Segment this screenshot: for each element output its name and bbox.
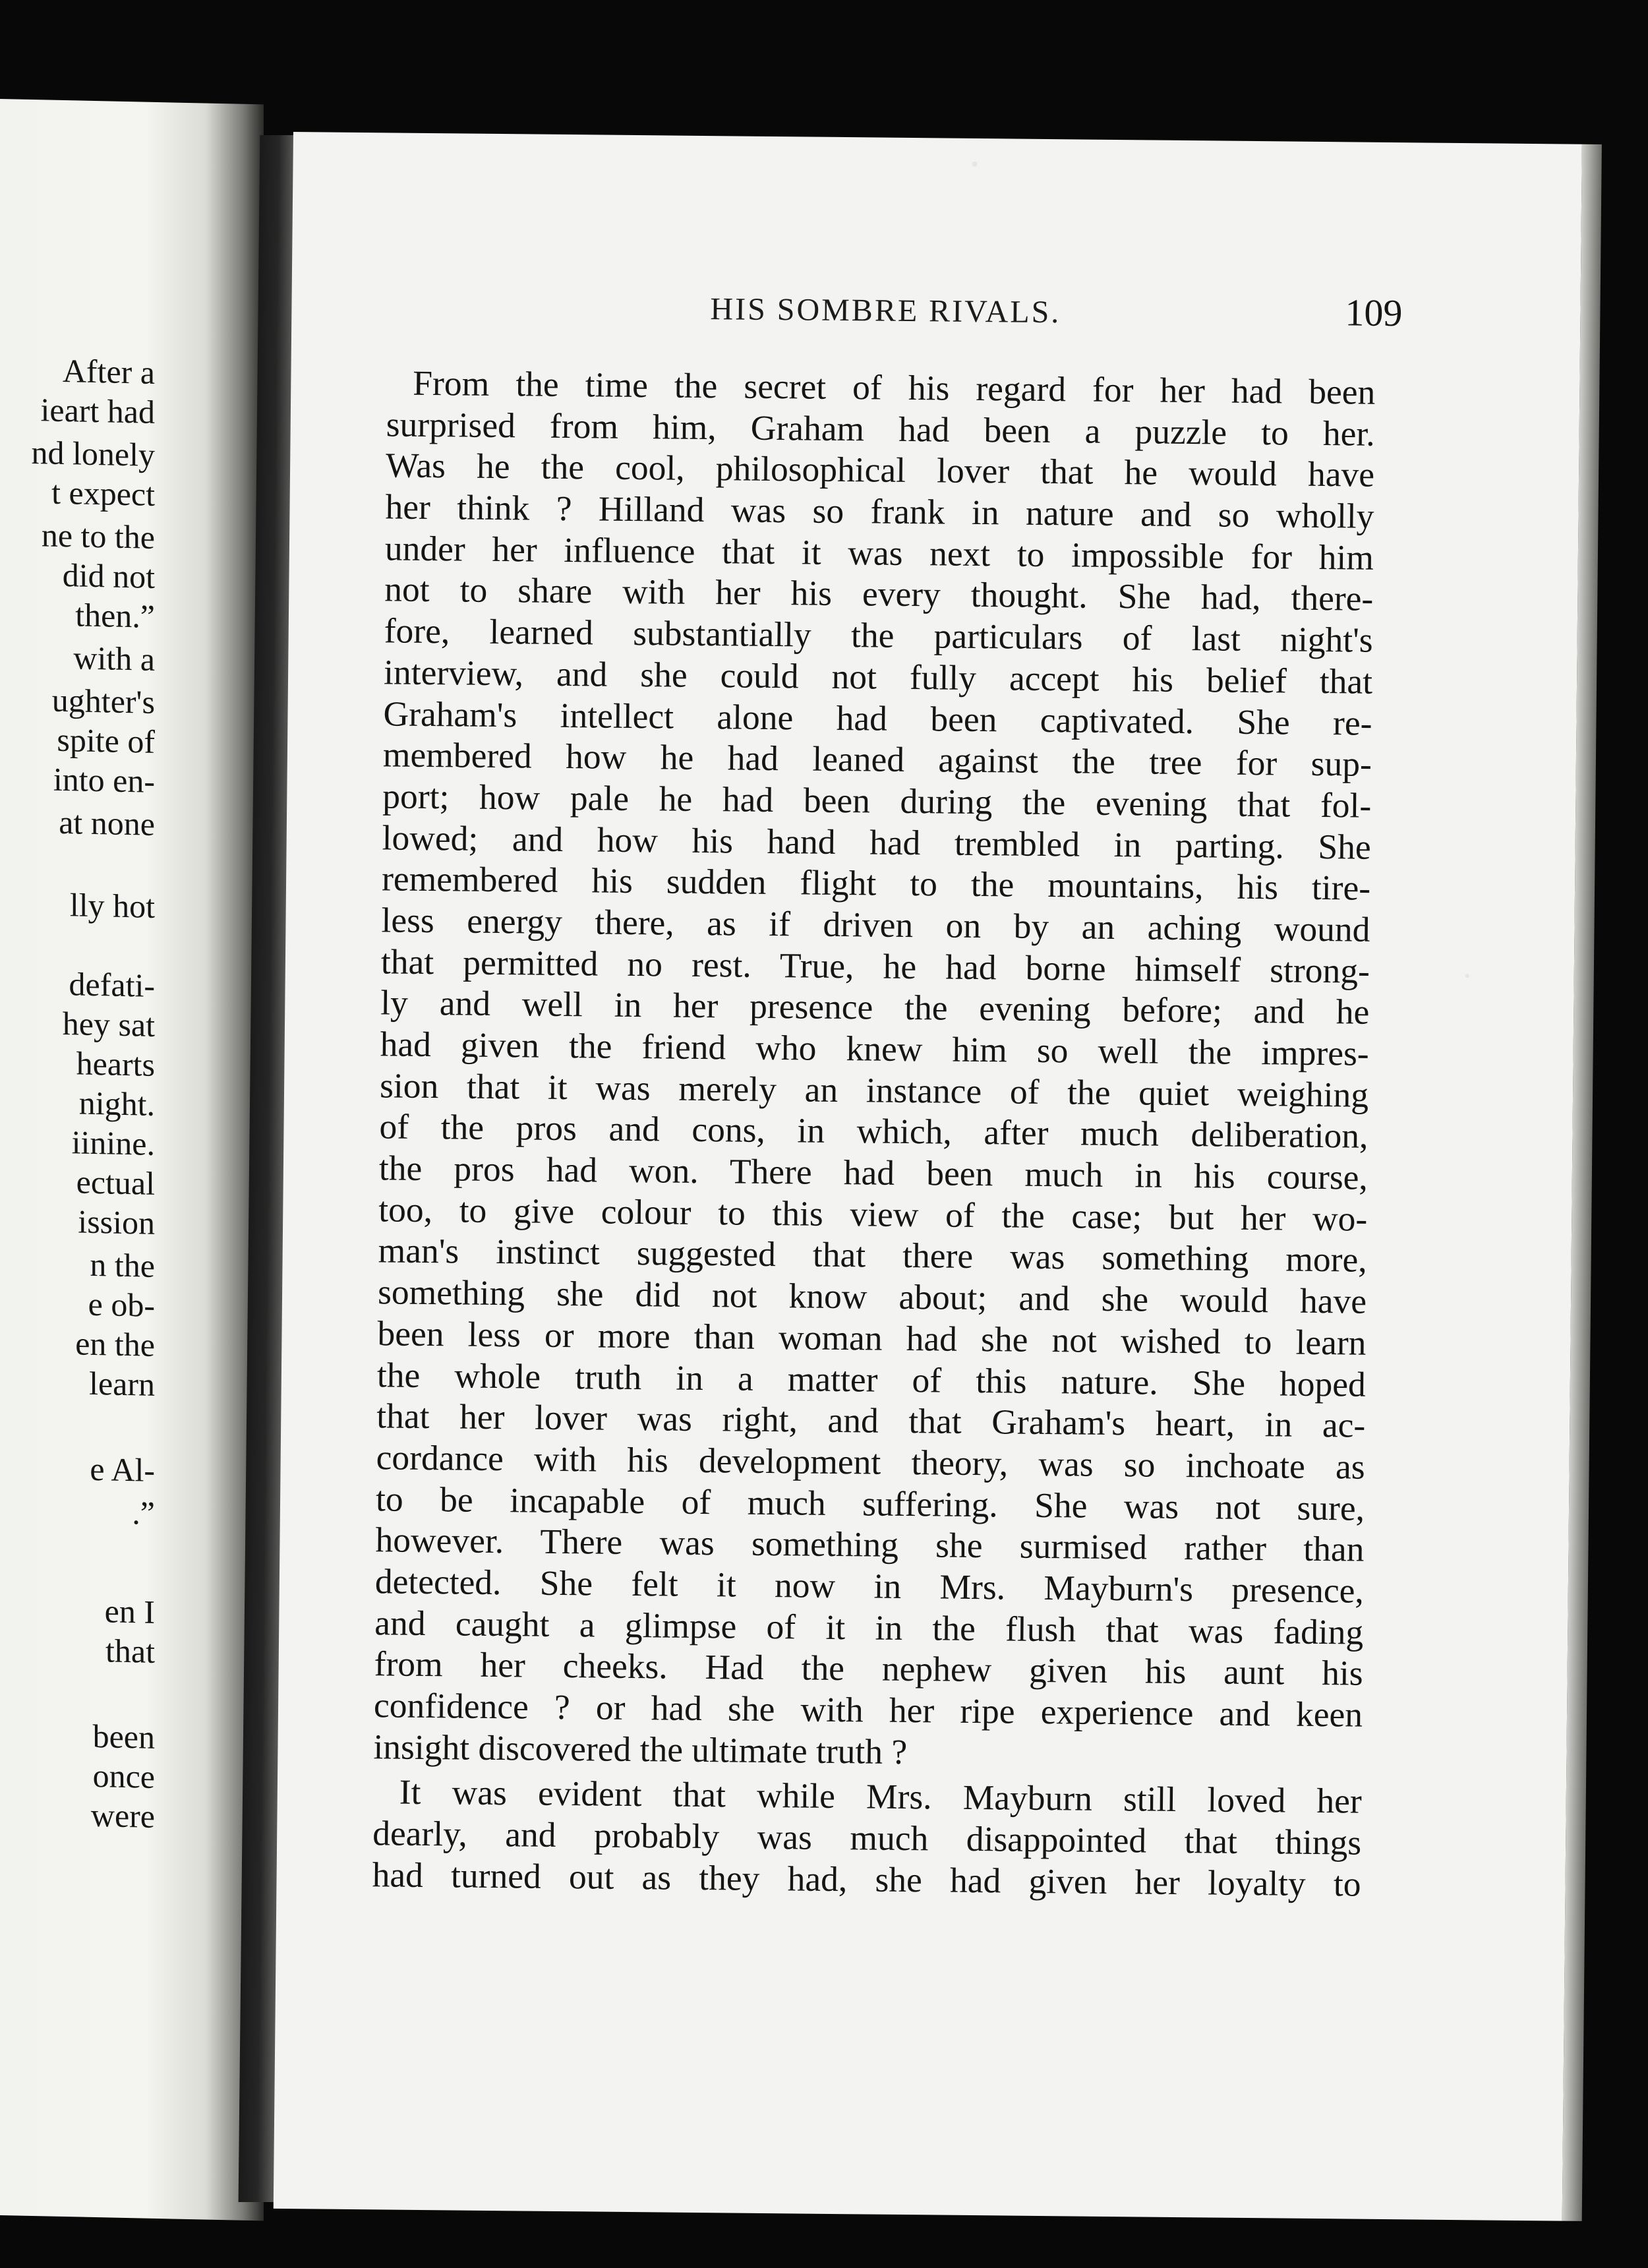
running-head: HIS SOMBRE RIVALS. xyxy=(710,291,1061,330)
text-line: membered how he had leaned against the tree for sup- xyxy=(382,734,1372,784)
left-page-line: en the xyxy=(75,1325,155,1363)
left-page-line: ne to the xyxy=(41,516,155,556)
left-page-line: lly hot xyxy=(69,886,155,925)
text-line: been less or more than woman had she not wished to learn xyxy=(377,1313,1367,1363)
text-line: insight discovered the ultimate truth ? xyxy=(373,1726,908,1772)
left-page-line: then.” xyxy=(75,596,155,635)
text-line: port; how pale he had been during the evening that fol- xyxy=(382,776,1372,825)
text-line: cordance with his development theory, was so inchoate as xyxy=(376,1437,1365,1487)
text-line: to be incapable of much suffering. She was not sure, xyxy=(375,1478,1365,1528)
text-line: Graham's intellect alone had been captivated. She re- xyxy=(383,693,1372,743)
left-page-line: e ob- xyxy=(88,1285,155,1324)
left-page-line: defati- xyxy=(69,965,155,1004)
left-page-line: with a xyxy=(73,639,155,678)
left-page-line: hearts xyxy=(76,1044,155,1083)
page-body xyxy=(372,362,1375,1905)
left-page-line: learn xyxy=(89,1364,155,1403)
paragraph-1 xyxy=(373,362,1375,1777)
left-page-line: at none xyxy=(59,803,155,843)
text-line: From the time the secret of his regard for her had been xyxy=(413,363,1376,412)
left-page-line: ectual xyxy=(76,1163,155,1202)
text-line: less energy there, as if driven on by an aching wound xyxy=(381,900,1370,949)
text-line: sion that it was merely an instance of the quiet weighing xyxy=(379,1065,1369,1115)
text-line: the pros had won. There had been much in his course, xyxy=(378,1148,1368,1197)
text-line: remembered his sudden flight to the mountains, his tire- xyxy=(381,858,1371,908)
text-line: man's instinct suggested that there was something more, xyxy=(378,1230,1367,1280)
text-line: not to share with her his every thought. She had, there- xyxy=(384,569,1374,619)
left-page-line: ission xyxy=(78,1203,155,1241)
left-page-line: spite of xyxy=(57,721,155,760)
left-page-line: n the xyxy=(90,1245,155,1284)
paper-speck xyxy=(1465,974,1469,978)
paragraph-2 xyxy=(372,1772,1362,1905)
text-line: Was he the cool, philosophical lover that he would have xyxy=(385,445,1375,495)
text-line: detected. She felt it now in Mrs. Mayburn's presence, xyxy=(374,1561,1365,1611)
left-page-line: .” xyxy=(132,1494,155,1532)
left-page-line: en I xyxy=(104,1592,155,1630)
text-line: something she did not know about; and she would have xyxy=(377,1272,1367,1321)
left-page-line: After a xyxy=(62,351,155,391)
text-line: under her influence that it was next to impossible for him xyxy=(384,528,1374,578)
left-page-line: that xyxy=(105,1632,155,1670)
left-page-line: been xyxy=(92,1717,155,1756)
text-line: lowed; and how his hand had trembled in parting. She xyxy=(382,817,1371,867)
text-line: her think ? Hilland was so frank in nature and so wholly xyxy=(385,487,1374,536)
text-line: It was evident that while Mrs. Mayburn still loved her xyxy=(399,1772,1363,1822)
left-page-line: ughter's xyxy=(51,681,155,721)
left-facing-page xyxy=(0,99,264,2221)
text-line: fore, learned substantially the particulars of last night's xyxy=(384,611,1373,660)
paper-speck xyxy=(972,162,978,167)
page-number: 109 xyxy=(1345,291,1403,335)
text-line: of the pros and cons, in which, after much deliberation, xyxy=(379,1106,1368,1156)
left-page-line: into en- xyxy=(53,760,155,800)
left-page-line: ieart had xyxy=(40,391,155,431)
text-line: and caught a glimpse of it in the flush that was fading xyxy=(374,1602,1364,1652)
left-page-line: did not xyxy=(62,556,155,595)
left-page-text xyxy=(0,99,264,1835)
text-line: surprised from him, Graham had been a puzzle to her. xyxy=(386,404,1375,454)
text-line: that her lover was right, and that Graham's heart, in ac- xyxy=(376,1396,1366,1445)
text-line: that permitted no rest. True, he had borne himself strong- xyxy=(380,941,1370,991)
text-line: dearly, and probably was much disappointed that things xyxy=(372,1813,1362,1863)
text-line: the whole truth in a matter of this nature. She hoped xyxy=(376,1354,1367,1404)
left-page-line: were xyxy=(90,1796,155,1835)
left-page-line: once xyxy=(92,1756,155,1795)
left-page-line: night. xyxy=(78,1084,155,1123)
text-line: interview, and she could not fully accept his belief that xyxy=(383,652,1373,701)
text-line: confidence ? or had she with her ripe experience and keen xyxy=(373,1685,1363,1735)
left-page-line: hey sat xyxy=(62,1004,155,1044)
left-page-line: e Al- xyxy=(90,1450,155,1489)
text-line: from her cheeks. Had the nephew given his aunt his xyxy=(374,1644,1363,1693)
text-line: had turned out as they had, she had given her loyalty to xyxy=(372,1855,1361,1904)
text-line: ly and well in her presence the evening before; and he xyxy=(380,982,1370,1032)
text-line: had given the friend who knew him so well the impres- xyxy=(380,1024,1369,1073)
left-page-line: nd lonely xyxy=(31,433,155,473)
left-page-line: t expect xyxy=(51,473,155,513)
left-page-line: iinine. xyxy=(71,1123,155,1162)
text-line: too, to give colour to this view of the case; but her wo- xyxy=(378,1189,1368,1239)
book-page xyxy=(274,132,1582,2221)
text-line: however. There was something she surmised rather than xyxy=(375,1520,1365,1569)
